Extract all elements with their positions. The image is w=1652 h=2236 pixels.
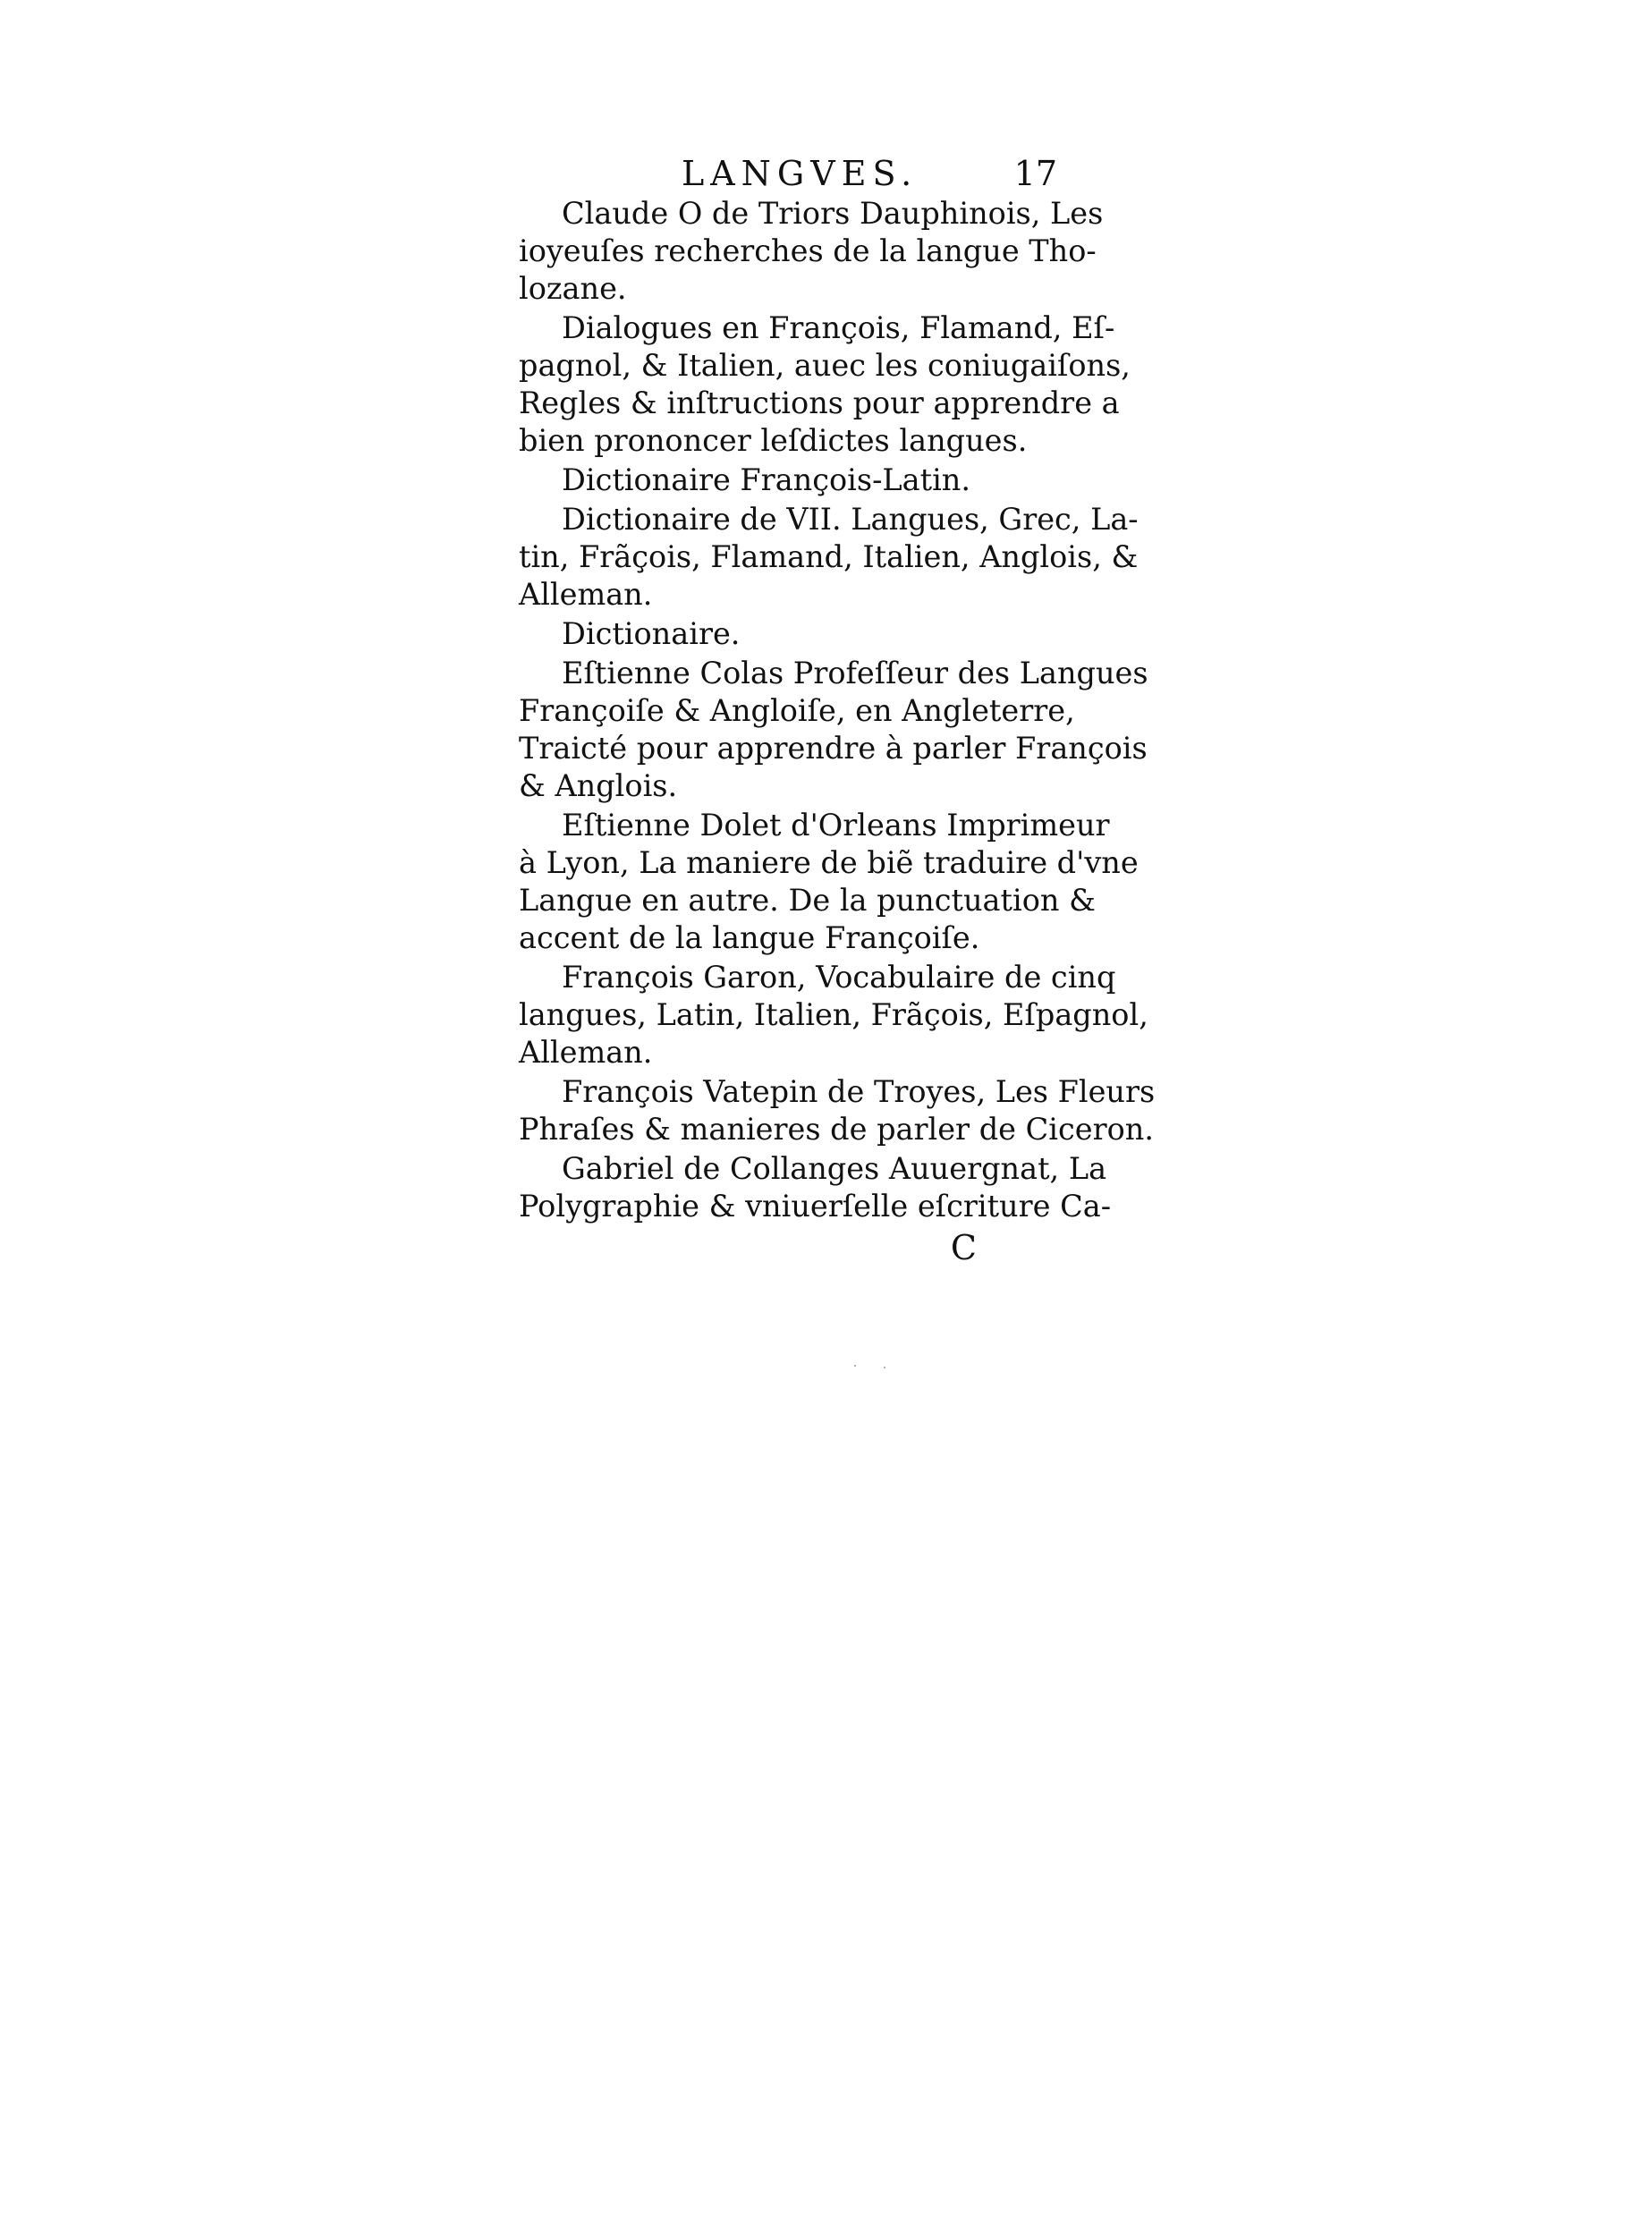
entry-line: Regles & inſtructions pour apprendre a (519, 385, 1120, 420)
entry-line: bien prononcer leſdictes langues. (519, 423, 1028, 458)
entry-line: Traicté pour apprendre à parler François (519, 731, 1148, 766)
paper-speck (884, 1367, 885, 1368)
entry-line: Alleman. (519, 1035, 653, 1070)
entry-line: Dictionaire François-Latin. (562, 462, 971, 497)
entry-gabriel-de-collanges (519, 1150, 1112, 1225)
page-number: 17 (1013, 154, 1057, 193)
entry-claude-odde-triors (519, 195, 1104, 308)
entry-line: accent de la langue Françoiſe. (519, 920, 980, 955)
entry-line: Gabriel de Collanges Auuergnat, La (562, 1151, 1107, 1186)
running-head (519, 152, 1073, 195)
entry-line: Eſtienne Dolet d'Orleans Imprimeur (562, 808, 1110, 843)
entry-line: François Garon, Vocabulaire de cinq (562, 960, 1116, 995)
entry-line: Langue en autre. De la punctuation & (519, 883, 1096, 918)
entry-dictionaire-vii-langues (519, 501, 1139, 614)
entry-line: & Anglois. (519, 768, 678, 803)
entry-line: à Lyon, La maniere de biẽ traduire d'vne (519, 845, 1139, 880)
paper-speck (854, 1365, 856, 1367)
entry-estienne-dolet (519, 807, 1139, 957)
entry-francois-vatepin (519, 1073, 1156, 1148)
entry-line: Polygraphie & vniuerſelle eſcriture Ca- (519, 1189, 1112, 1224)
entry-dictionaire (519, 615, 1073, 653)
entry-line: Alleman. (519, 577, 653, 612)
signature-mark: C (950, 1228, 977, 1267)
entry-line: tin, Frãçois, Flamand, Italien, Anglois, & (519, 539, 1139, 574)
entry-line: lozane. (519, 271, 627, 306)
entry-line: ioyeuſes recherches de la langue Tho- (519, 233, 1097, 268)
entry-line: langues, Latin, Italien, Frãçois, Eſpagnol, (519, 997, 1148, 1032)
entry-line: Phraſes & manieres de parler de Ciceron. (519, 1112, 1154, 1147)
entry-estienne-colas (519, 655, 1148, 805)
entry-dialogues (519, 309, 1131, 460)
entry-line: Claude O de Triors Dauphinois, Les (562, 196, 1104, 231)
entry-line: François Vatepin de Troyes, Les Fleurs (562, 1074, 1156, 1109)
entry-line: Françoiſe & Angloiſe, en Angleterre, (519, 693, 1075, 728)
entry-line: Eſtienne Colas Profeſſeur des Langues (562, 656, 1148, 690)
entry-line: Dictionaire de VII. Langues, Grec, La- (562, 502, 1139, 537)
entry-dictionaire-francois-latin (519, 462, 1073, 499)
running-head-title: LANGVES. (682, 154, 919, 193)
entry-line: pagnol, & Italien, auec les coniugaiſons, (519, 348, 1131, 383)
entry-francois-garon (519, 959, 1148, 1071)
text-block (519, 152, 1156, 1268)
entry-line: Dialogues en François, Flamand, Eſ- (562, 310, 1115, 345)
entry-line: Dictionaire. (562, 616, 741, 651)
